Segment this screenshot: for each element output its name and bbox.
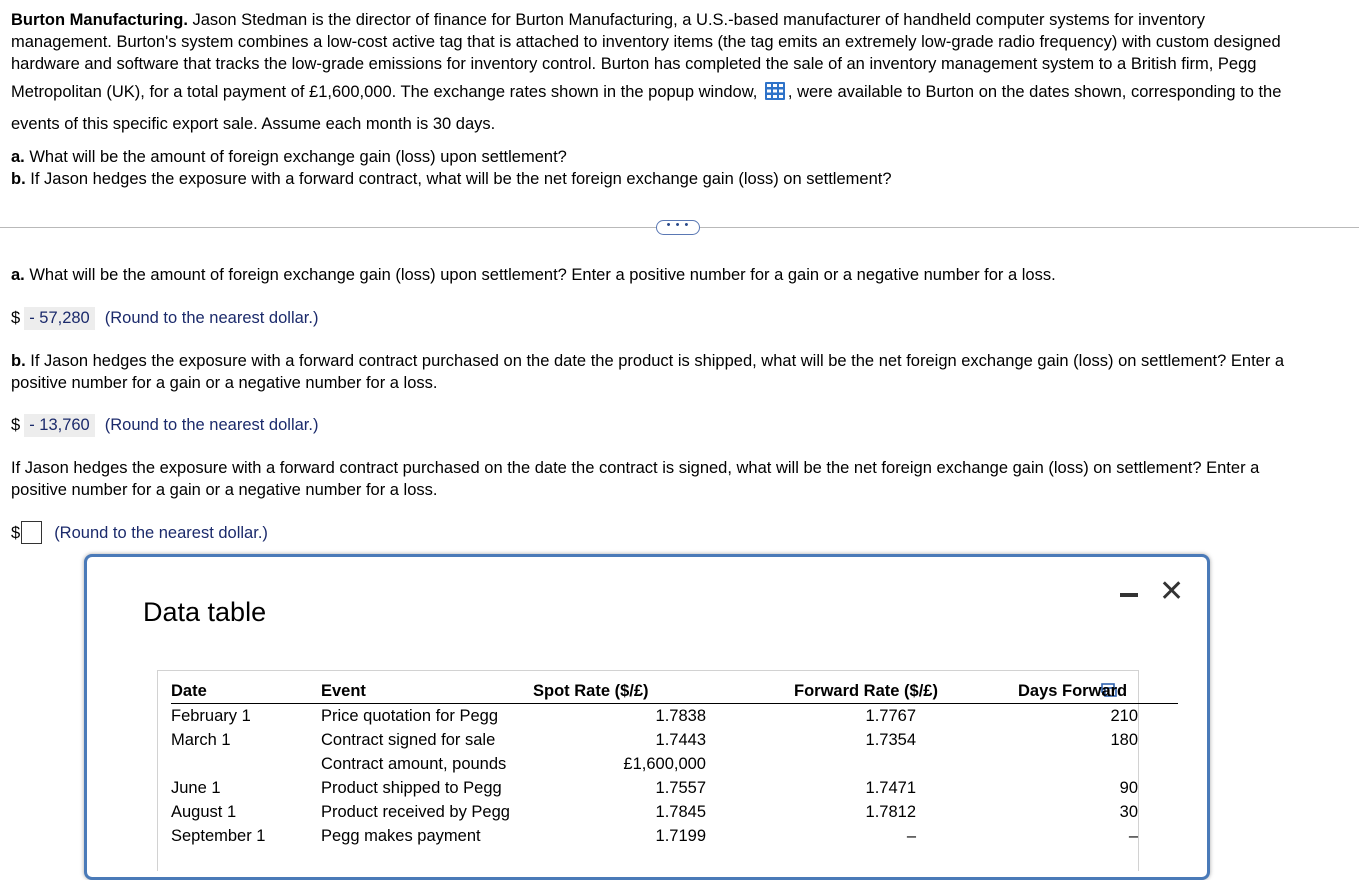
minimize-icon[interactable]: [1120, 593, 1138, 597]
close-icon[interactable]: ✕: [1159, 575, 1185, 608]
table-row: August 1 Product received by Pegg 1.7845 1.7812 30: [171, 803, 1138, 821]
more-button[interactable]: • • •: [656, 220, 700, 235]
answer-b-row: [11, 414, 318, 437]
table-row: February 1 Price quotation for Pegg 1.7838 1.7767 210: [171, 707, 1138, 725]
table-row: September 1 Pegg makes payment 1.7199 – –: [171, 827, 1138, 845]
round-hint: (Round to the nearest dollar.): [54, 524, 268, 542]
answer-b-value[interactable]: - 13,760: [24, 414, 95, 437]
question-a: a. What will be the amount of foreign exchange gain (loss) upon settlement?: [11, 148, 567, 166]
currency-symbol: $: [11, 524, 21, 542]
popup-title: Data table: [143, 597, 267, 627]
round-hint: (Round to the nearest dollar.): [104, 416, 319, 434]
problem-title: Burton Manufacturing.: [11, 11, 188, 29]
problem-line-1: Burton Manufacturing. Jason Stedman is the director of finance for Burton Manufacturing, a U.S.-based manufacturer of handheld computer systems for inventory: [11, 11, 1206, 29]
problem-statement: [11, 9, 1353, 135]
problem-line-5: events of this specific export sale. Assume each month is 30 days.: [11, 115, 496, 133]
header-date: Date: [171, 679, 321, 704]
problem-line-3: hardware and software that tracks the low-grade emissions for inventory control. Burton has completed the sale of an inventory management system to a British firm, Pegg: [11, 55, 1257, 73]
answer-c-question: If Jason hedges the exposure with a forward contract purchased on the date the contract is signed, what will be the net foreign exchange gain (loss) on settlement? Enter a positive number for a gain or a negative number for a loss.: [11, 459, 1260, 499]
exchange-rate-table: [171, 679, 1178, 848]
problem-line-2: management. Burton's system combines a low-cost active tag that is attached to inventory items (the tag emits an extremely low-grade radio frequency) with custom designed: [11, 33, 1281, 51]
table-header-row: [171, 679, 1178, 704]
table-row: March 1 Contract signed for sale 1.7443 1.7354 180: [171, 731, 1138, 749]
currency-symbol: $: [11, 309, 21, 327]
table-row: June 1 Product shipped to Pegg 1.7557 1.7471 90: [171, 779, 1138, 797]
round-hint: (Round to the nearest dollar.): [104, 309, 319, 327]
answer-b-question: b. If Jason hedges the exposure with a forward contract purchased on the date the product is shipped, what will be the net foreign exchange gain (loss) on settlement? Enter a positive number for a gain or a negative number for a loss.: [11, 352, 1285, 392]
header-days-forward: Days Forward: [966, 679, 1178, 704]
data-table-popup: [84, 554, 1210, 880]
currency-symbol: $: [11, 416, 21, 434]
table-row: Contract amount, pounds £1,600,000: [321, 755, 706, 773]
header-forward-rate: Forward Rate ($/£): [756, 679, 966, 704]
problem-line-4: Metropolitan (UK), for a total payment of £1,600,000. The exchange rates shown in the popup window, , were available to Burton on the dates shown, corresponding to the: [11, 81, 1353, 107]
header-event: Event: [321, 679, 521, 704]
data-table-icon[interactable]: [764, 81, 786, 107]
answer-a-row: [11, 307, 318, 330]
answer-a-value[interactable]: - 57,280: [24, 307, 95, 330]
answer-c-input[interactable]: [21, 521, 42, 544]
answer-a-question: a. What will be the amount of foreign exchange gain (loss) upon settlement? Enter a positive number for a gain or a negative number for a loss.: [11, 266, 1056, 284]
answer-c-row: [11, 521, 268, 544]
question-b: b. If Jason hedges the exposure with a forward contract, what will be the net foreign exchange gain (loss) on settlement?: [11, 170, 892, 188]
header-spot-rate: Spot Rate ($/£): [521, 679, 756, 704]
